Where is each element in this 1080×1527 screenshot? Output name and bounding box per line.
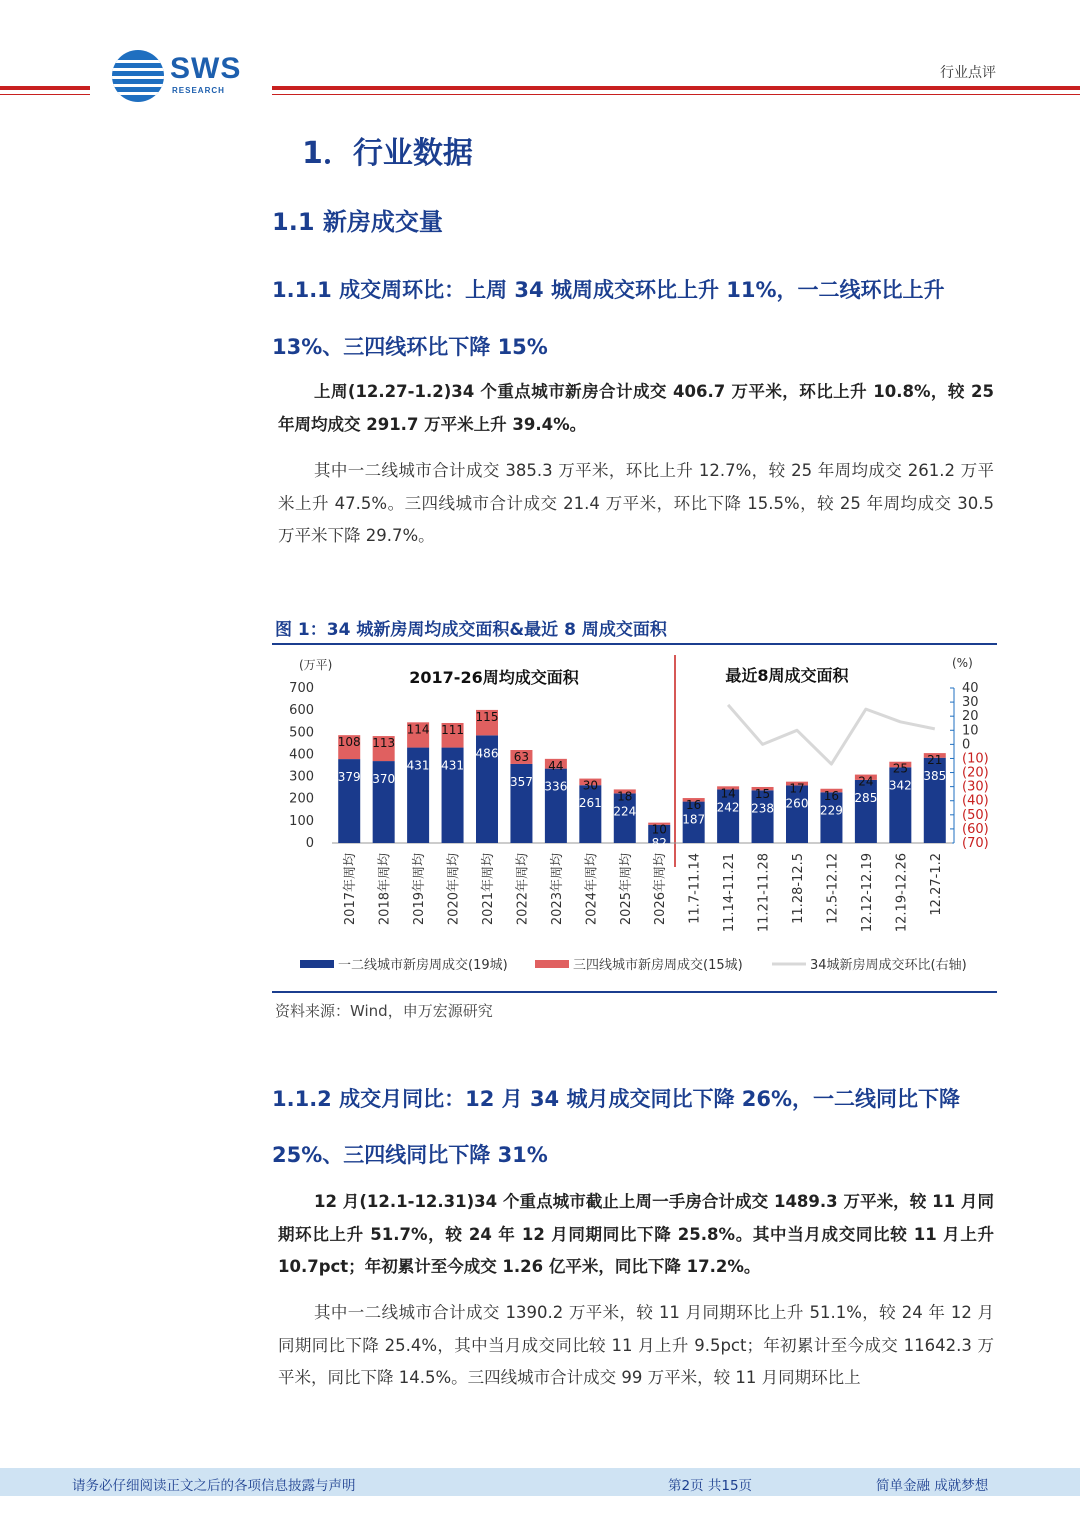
- y-right-tick-label: (40): [962, 793, 989, 809]
- header-rule-thin: [272, 94, 1080, 95]
- footer-slogan: 简单金融 成就梦想: [876, 1478, 989, 1494]
- bar-label-tier34: 30: [582, 778, 598, 793]
- x-tick-label: 12.27-1.2: [928, 853, 944, 916]
- y-left-tick-label: 500: [289, 725, 314, 741]
- bar-label-tier12: 357: [509, 774, 533, 789]
- y-right-tick-label: (70): [962, 836, 989, 851]
- bar-label-tier34: 63: [513, 750, 530, 764]
- bar-label-tier12: 431: [406, 758, 430, 773]
- y-left-tick-label: 600: [289, 703, 314, 719]
- figure-title: 图 1：34 城新房周均成交面积&最近 8 周成交面积: [275, 620, 667, 640]
- legend-label-tier34: 三四线城市新房周成交(15城): [573, 958, 743, 973]
- right-panel-title: 最近8周成交面积: [725, 666, 849, 685]
- bar-label-tier12: 385: [923, 768, 947, 783]
- x-tick-label: 2025年周均: [618, 853, 634, 926]
- bar-label-tier34: 114: [406, 722, 430, 737]
- section-heading-2: 1.1 新房成交量: [272, 208, 443, 236]
- bar-label-tier12: 238: [751, 801, 775, 816]
- bar-label-tier34: 21: [927, 753, 943, 768]
- y-right-unit: (%): [952, 656, 973, 670]
- footer-page-number: 第2页 共15页: [668, 1478, 753, 1494]
- legend-swatch-tier34: [535, 960, 569, 968]
- section-heading-3a-line2: 13%、三四线环比下降 15%: [272, 335, 548, 359]
- bar-label-tier34: 115: [475, 709, 499, 724]
- section-heading-3a-line1: 1.1.1 成交周环比：上周 34 城周成交环比上升 11%，一二线环比上升: [272, 278, 945, 302]
- paragraph-summary-month: 12 月(12.1-12.31)34 个重点城市截止上周一手房合计成交 1489.3 万平米，较 11 月同期环比上升 51.7%，较 24 年 12 月同期同比下降 25.8%。其中当月成交同比较 11 月上升 10.7pct；年初累计至今成交 1.26 亿平米，同比下降 17.2%。: [278, 1192, 994, 1276]
- x-tick-label: 11.28-12.5: [791, 853, 806, 924]
- x-tick-label: 2026年周均: [653, 853, 669, 926]
- section-heading-3b-line2: 25%、三四线同比下降 31%: [272, 1143, 548, 1167]
- x-tick-label: 11.14-11.21: [722, 853, 738, 933]
- y-left-tick-label: 100: [289, 813, 314, 829]
- bar-label-tier12: 242: [716, 800, 740, 815]
- x-tick-label: 12.19-12.26: [894, 853, 910, 933]
- y-right-tick-label: 40: [962, 681, 979, 696]
- y-right-tick-label: (10): [962, 751, 989, 767]
- y-right-tick-label: 0: [962, 737, 971, 753]
- figure-source: 资料来源：Wind，申万宏源研究: [275, 1002, 493, 1020]
- y-right-tick-label: 20: [962, 709, 979, 725]
- page-footer: [0, 1468, 1080, 1496]
- footer-disclaimer: 请务必仔细阅读正文之后的各项信息披露与声明: [72, 1478, 356, 1494]
- paragraph-summary-week: 上周(12.27-1.2)34 个重点城市新房合计成交 406.7 万平米，环比上升 10.8%，较 25 年周均成交 291.7 万平米上升 39.4%。: [278, 382, 994, 434]
- y-right-tick-label: (60): [962, 821, 989, 837]
- legend-label-tier12: 一二线城市新房周成交(19城): [338, 958, 508, 973]
- bar-label-tier12: 187: [682, 812, 706, 827]
- y-right-tick-label: (20): [962, 765, 989, 781]
- x-tick-label: 2018年周均: [377, 853, 393, 926]
- y-left-tick-label: 700: [289, 681, 314, 696]
- y-left-tick-label: 400: [289, 747, 314, 763]
- x-tick-label: 2017年周均: [343, 853, 359, 926]
- bar-label-tier34: 16: [823, 788, 840, 803]
- paragraph-detail-month: 其中一二线城市合计成交 1390.2 万平米，较 11 月同期环比上升 51.1%，较 24 年 12 月同期同比下降 25.4%，其中当月成交同比较 11 月上升 9.5pct；年初累计至今成交 11642.3 万平米，同比下降 14.5%。三四线城市合计成交 99 万平米，较 11 月同期环比上: [278, 1303, 994, 1387]
- y-right-tick-label: (30): [962, 779, 989, 795]
- y-left-tick-label: 300: [289, 769, 314, 785]
- bar-label-tier34: 24: [858, 774, 874, 789]
- bar-label-tier12: 285: [854, 790, 878, 805]
- bar-label-tier12: 379: [337, 770, 361, 785]
- bar-label-tier34: 10: [651, 822, 667, 837]
- bar-label-tier12: 336: [544, 779, 568, 794]
- x-tick-label: 2021年周均: [481, 853, 496, 926]
- bar-tier12: [579, 785, 601, 843]
- x-tick-label: 2020年周均: [446, 853, 462, 926]
- header-rule-thin: [0, 94, 90, 95]
- left-panel-title: 2017-26周均成交面积: [409, 668, 579, 687]
- x-tick-label: 11.21-11.28: [756, 853, 772, 933]
- y-left-tick-label: 0: [305, 836, 314, 851]
- bar-label-tier34: 18: [617, 789, 633, 804]
- section-heading-1: 1．行业数据: [302, 136, 473, 171]
- report-type-label: 行业点评: [940, 65, 996, 81]
- bar-label-tier34: 14: [720, 786, 736, 801]
- bar-label-tier34: 44: [548, 758, 564, 773]
- y-right-tick-label: 10: [962, 723, 979, 739]
- header-rule: [272, 86, 1080, 90]
- bar-tier12: [855, 780, 877, 843]
- x-tick-label: 2023年周均: [549, 853, 565, 926]
- logo-mark: [112, 50, 164, 102]
- x-tick-label: 11.7-11.14: [687, 853, 703, 924]
- bar-label-tier34: 15: [754, 786, 771, 801]
- bar-label-tier12: 229: [819, 803, 843, 818]
- y-right-tick-label: (50): [962, 807, 989, 823]
- bar-label-tier34: 17: [789, 781, 805, 796]
- bar-label-tier12: 342: [888, 778, 912, 793]
- bar-label-tier12: 261: [578, 796, 602, 811]
- logo-text: SWS: [170, 52, 242, 85]
- section-heading-3b-line1: 1.1.2 成交月同比：12 月 34 城月成交同比下降 26%，一二线同比下降: [272, 1087, 961, 1111]
- bar-label-tier12: 431: [441, 758, 465, 773]
- x-tick-label: 12.12-12.19: [859, 853, 875, 933]
- paragraph-detail-week: 其中一二线城市合计成交 385.3 万平米，环比上升 12.7%，较 25 年周均成交 261.2 万平米上升 47.5%。三四线城市合计成交 21.4 万平米，环比下降 15.5%，较 25 年周均成交 30.5 万平米下降 29.7%。: [278, 461, 994, 545]
- legend-swatch-tier12: [300, 960, 334, 968]
- logo-subtext: RESEARCH: [172, 86, 225, 95]
- y-left-tick-label: 200: [289, 791, 314, 807]
- bar-label-tier12: 260: [785, 796, 809, 811]
- bar-chart: [272, 645, 997, 991]
- bar-label-tier34: 113: [372, 736, 396, 751]
- x-tick-label: 2022年周均: [515, 853, 531, 926]
- series-line-wow: [728, 705, 935, 764]
- bar-label-tier34: 111: [441, 722, 465, 737]
- bar-label-tier12: 82: [651, 835, 667, 850]
- bar-label-tier34: 108: [337, 735, 361, 750]
- bar-label-tier12: 370: [372, 772, 396, 787]
- y-right-tick-label: 30: [962, 695, 979, 711]
- x-tick-label: 2019年周均: [412, 853, 428, 926]
- header-rule: [0, 86, 90, 90]
- y-left-unit: (万平): [299, 658, 333, 672]
- x-tick-label: 12.5-12.12: [825, 853, 841, 924]
- bar-label-tier12: 486: [475, 746, 499, 761]
- bar-label-tier34: 16: [686, 798, 702, 813]
- logo: [112, 50, 252, 102]
- bar-label-tier12: 224: [613, 804, 637, 819]
- x-tick-label: 2024年周均: [584, 853, 600, 926]
- bar-label-tier34: 25: [892, 761, 908, 776]
- legend-label-wow: 34城新房周成交环比(右轴): [810, 958, 967, 973]
- figure-bottom-rule: [272, 991, 997, 993]
